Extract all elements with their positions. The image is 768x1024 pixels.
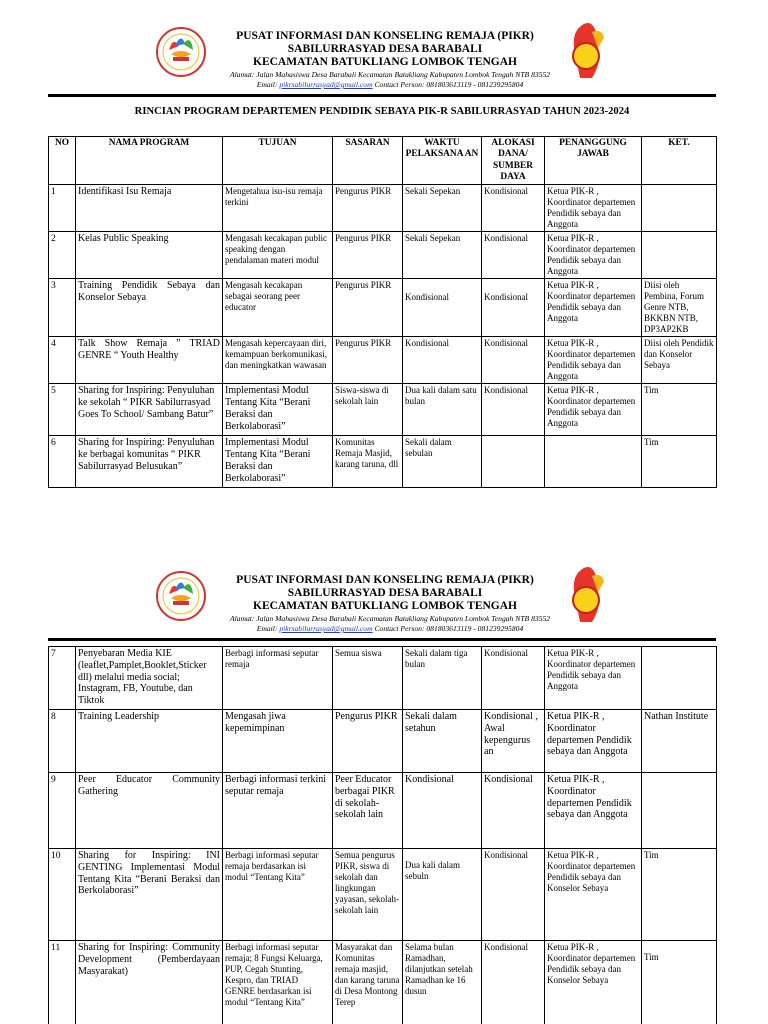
table-row [49,232,717,279]
table-row [49,849,717,941]
cell-program: Talk Show Remaja ” TRIAD GENRE “ Youth Healthy [76,337,223,384]
cell-program: Penyebaran Media KIE (leaflet,Pamplet,Booklet,Sticker dll) melalui media social; Instagram, FB, Youtube, dan Tiktok [76,647,223,710]
cell-pj: Ketua PIK-R , Koordinator departemen Pendidik sebaya dan Anggota [545,337,642,384]
cell-waktu: Sekali Sepekan [403,185,482,232]
cell-no: 6 [49,436,76,488]
cell-tujuan: Implementasi Modul Tentang Kita “Berani Beraksi dan Berkolaborasi” [223,384,333,436]
cell-pj: Ketua PIK-R , Koordinator departemen Pendidik sebaya dan Anggota [545,773,642,849]
cell-no: 1 [49,185,76,232]
cell-program: Sharing for Inspiring: Community Development (Pemberdayaan Masyarakat) [76,941,223,1024]
cell-waktu: Sekali dalam sebulan [403,436,482,488]
cell-pj: Ketua PIK-R , Koordinator departemen Pendidik sebaya dan Anggota [545,647,642,710]
cell-waktu: Kondisional [403,279,482,337]
org-address: Alamat: Jalan Mahasiswa Desa Barabali Kecamatan Batukliang Kabupaten Lombok Tengah NTB 83552 [229,614,551,623]
cell-alokasi: Kondisional [482,232,545,279]
cell-sasaran: Komunitas Remaja Masjid, karang taruna, dll [333,436,403,488]
cell-alokasi: Kondisional [482,849,545,941]
cell-no: 7 [49,647,76,710]
table-row [49,773,717,849]
cell-waktu: Sekali dalam tiga bulan [403,647,482,710]
email-link[interactable]: pikrsabilurrasyad@gmail.com [279,624,373,633]
cell-alokasi: Kondisional [482,337,545,384]
table-row [49,279,717,337]
table-row [49,337,717,384]
cell-no: 3 [49,279,76,337]
cell-no: 11 [49,941,76,1024]
cell-program: Sharing for Inspiring: Penyuluhan ke sekolah “ PIKR Sabilurrasyad Goes To School/ Sambang Batur” [76,384,223,436]
cell-program: Identifikasi Isu Remaja [76,185,223,232]
letterhead-rule [48,638,716,641]
cell-sasaran: Pengurus PIKR [333,185,403,232]
header-no: NO [49,137,76,185]
cell-waktu: Dua kali dalam satu bulan [403,384,482,436]
contact-person: Contact Person: 081803613119 - 081239295804 [372,624,524,633]
cell-program: Sharing for Inspiring: Penyuluhan ke berbagai komunitas “ PIKR Sabilurrasyad Belusukan” [76,436,223,488]
cell-alokasi: Kondisional [482,384,545,436]
cell-sasaran: Masyarakat dan Komunitas remaja masjid, dan karang taruna di Desa Montong Terep [333,941,403,1024]
email-label: Email: [256,80,280,89]
cell-alokasi [482,436,545,488]
cell-pj: Ketua PIK-R , Koordinator departemen Pendidik sebaya dan Anggota [545,232,642,279]
cell-tujuan: Berbagi informasi seputar remaja; 8 Fungsi Keluarga, PUP, Cegah Stunting, Kespro, dan TRIAD GENRE berdasarkan isi modul “Tentang Kita” [223,941,333,1024]
header-ket: KET. [642,137,717,185]
cell-ket: Tim [642,384,717,436]
table-row [49,384,717,436]
cell-ket: Tim [642,436,717,488]
cell-sasaran: Peer Educator berbagai PIKR di sekolah-sekolah lain [333,773,403,849]
cell-ket [642,647,717,710]
cell-pj: Ketua PIK-R , Koordinator departemen Pendidik sebaya dan Anggota [545,185,642,232]
cell-program: Training Pendidik Sebaya dan Konselor Sebaya [76,279,223,337]
contact-person: Contact Person: 081803613119 - 081239295804 [372,80,524,89]
email-link[interactable]: pikrsabilurrasyad@gmail.com [279,80,373,89]
cell-ket: Nathan Institute [642,710,717,773]
cell-waktu: Dua kali dalam sebuln [403,849,482,941]
cell-tujuan: Implementasi Modul Tentang Kita “Berani Beraksi dan Berkolaborasi” [223,436,333,488]
cell-ket [642,773,717,849]
cell-ket [642,232,717,279]
cell-sasaran: Semua pengurus PIKR, siswa di sekolah dan lingkungan yayasan, sekolah-sekolah lain [333,849,403,941]
header-pj: PENANGGUNG JAWAB [545,137,642,185]
org-name-line-3: KECAMATAN BATUKLIANG LOMBOK TENGAH [253,56,517,68]
cell-no: 5 [49,384,76,436]
header-waktu: WAKTU PELAKSANA AN [403,137,482,185]
cell-waktu: Sekali Sepekan [403,232,482,279]
program-table-page-1 [48,136,717,488]
letterhead-page-1 [0,18,768,108]
cell-alokasi: Kondisional [482,647,545,710]
cell-pj: Ketua PIK-R , Koordinator departemen Pendidik sebaya dan Anggota [545,279,642,337]
cell-pj: Ketua PIK-R , Koordinator departemen Pendidik sebaya dan Anggota [545,384,642,436]
table-row [49,941,717,1024]
cell-no: 4 [49,337,76,384]
cell-tujuan: Berbagi informasi terkini seputar remaja [223,773,333,849]
cell-sasaran: Semua siswa [333,647,403,710]
cell-waktu: Selama bulan Ramadhan, dilanjutkan setelah Ramadhan ke 16 dusun [403,941,482,1024]
cell-program: Sharing for Inspiring: INI GENTING Implementasi Modul Tentang Kita “Berani Beraksi dan Berkolaborasi” [76,849,223,941]
cell-sasaran: Pengurus PIKR [333,232,403,279]
cell-tujuan: Mengasah jiwa kepemimpinan [223,710,333,773]
header-tujuan: TUJUAN [223,137,333,185]
cell-pj: Ketua PIK-R , Koordinator departemen Pendidik sebaya dan Konselor Sebaya [545,849,642,941]
cell-sasaran: Pengurus PIKR [333,337,403,384]
table-row [49,710,717,773]
cell-tujuan: Mengasah kecakapan sebagai seorang peer educator [223,279,333,337]
cell-waktu: Kondisional [403,337,482,384]
org-contact [140,80,640,90]
cell-program: Training Leadership [76,710,223,773]
cell-ket: Diisi oleh Pembina, Forum Genre NTB, BKKBN NTB, DP3AP2KB [642,279,717,337]
letterhead-page-2 [0,562,768,652]
cell-ket [642,185,717,232]
cell-alokasi: Kondisional [482,773,545,849]
document-title: RINCIAN PROGRAM DEPARTEMEN PENDIDIK SEBAYA PIK-R SABILURRASYAD TAHUN 2023-2024 [134,106,630,117]
cell-alokasi: Kondisional [482,279,545,337]
org-name-line-3: KECAMATAN BATUKLIANG LOMBOK TENGAH [253,600,517,612]
table-row [49,436,717,488]
cell-no: 9 [49,773,76,849]
table-row [49,185,717,232]
header-program: NAMA PROGRAM [76,137,223,185]
email-label: Email: [256,624,280,633]
cell-pj [545,436,642,488]
cell-tujuan: Mengasah kepercayaan diri, kemampuan berkomunikasi, dan meningkatkan wawasan [223,337,333,384]
program-table-page-2 [48,646,717,1024]
cell-no: 8 [49,710,76,773]
cell-sasaran: Pengurus PIKR [333,279,403,337]
cell-sasaran: Pengurus PIKR [333,710,403,773]
cell-tujuan: Mengasah kecakapan public speaking dengan pendalaman materi modul [223,232,333,279]
cell-pj: Ketua PIK-R , Koordinator departemen Pendidik sebaya dan Anggota [545,710,642,773]
cell-ket: Tim [642,941,717,1024]
table-header-row [49,137,717,185]
letterhead-rule [48,94,716,97]
org-name-line-1: PUSAT INFORMASI DAN KONSELING REMAJA (PIKR) [236,30,534,42]
cell-tujuan: Mengetahua isu-isu remaja terkini [223,185,333,232]
cell-no: 10 [49,849,76,941]
cell-program: Peer Educator Community Gathering [76,773,223,849]
org-name-line-1: PUSAT INFORMASI DAN KONSELING REMAJA (PIKR) [236,574,534,586]
cell-waktu: Sekali dalam setahun [403,710,482,773]
header-alokasi: ALOKASI DANA/ SUMBER DAYA [482,137,545,185]
cell-waktu: Kondisional [403,773,482,849]
org-name-line-2: SABILURRASYAD DESA BARABALI [287,43,483,55]
cell-alokasi: Kondisional [482,185,545,232]
cell-program: Kelas Public Speaking [76,232,223,279]
org-name-line-2: SABILURRASYAD DESA BARABALI [287,587,483,599]
header-sasaran: SASARAN [333,137,403,185]
table-row [49,647,717,710]
cell-ket: Diisi oleh Pendidik dan Konselor Sebaya [642,337,717,384]
cell-pj: Ketua PIK-R , Koordinator departemen Pendidik sebaya dan Konselor Sebaya [545,941,642,1024]
cell-sasaran: Siswa-siswa di sekolah lain [333,384,403,436]
org-address: Alamat: Jalan Mahasiswa Desa Barabali Kecamatan Batukliang Kabupaten Lombok Tengah NTB 83552 [229,70,551,79]
cell-no: 2 [49,232,76,279]
cell-alokasi: Kondisional , Awal kepengurus an [482,710,545,773]
org-contact [140,624,640,634]
cell-ket: Tim [642,849,717,941]
cell-tujuan: Berbagi informasi seputar remaja [223,647,333,710]
cell-tujuan: Berbagi informasi seputar remaja berdasarkan isi modul “Tentang Kita” [223,849,333,941]
cell-alokasi: Kondisional [482,941,545,1024]
